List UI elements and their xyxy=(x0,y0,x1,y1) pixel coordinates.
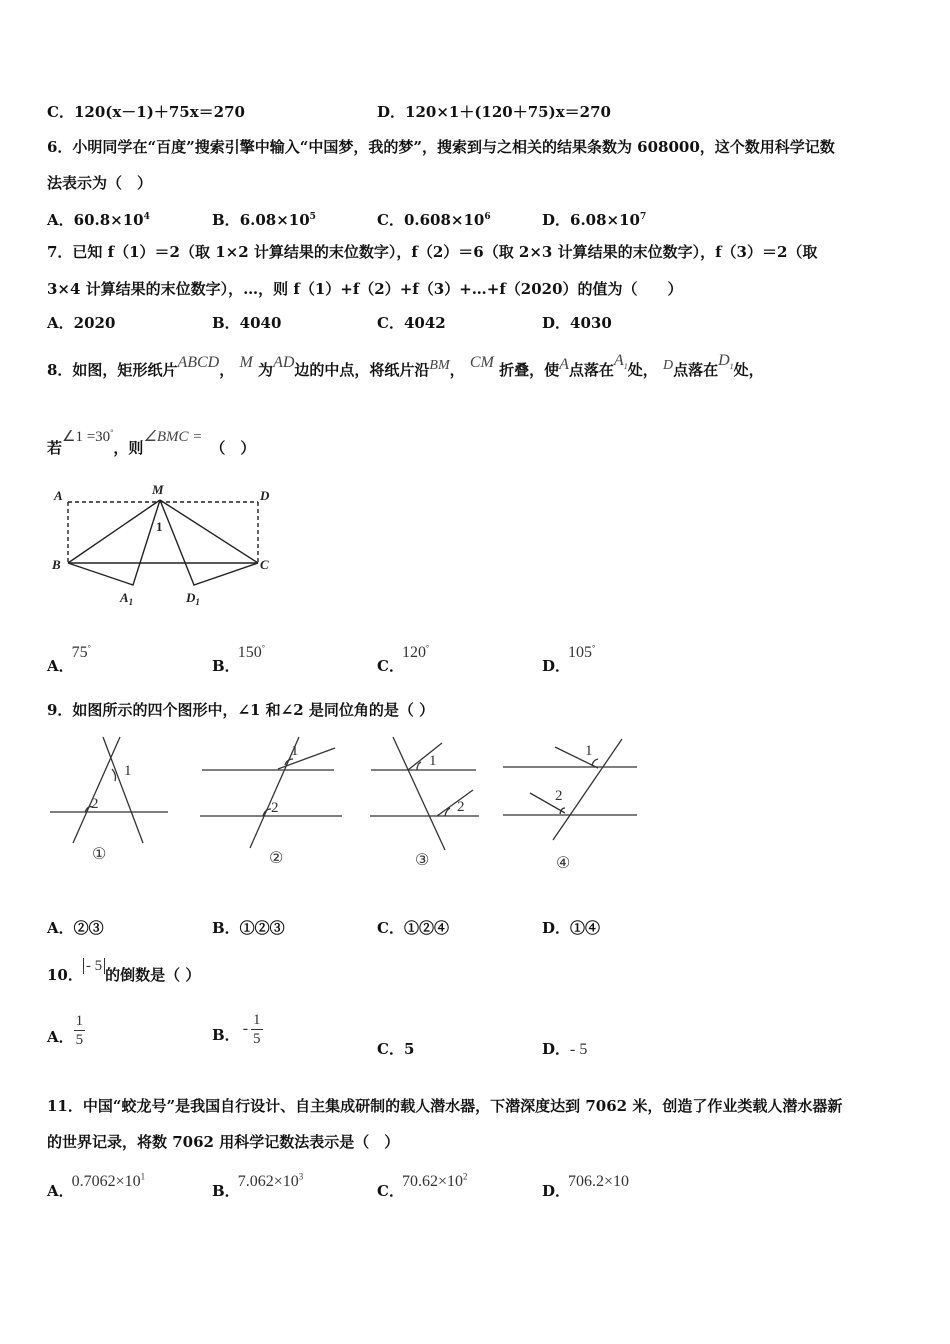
q6-option-a: A．$60.8\times 10^4$ xyxy=(47,211,150,229)
q11-stem-line2: 的世界记录，将数 7062 用科学记数法表示是（ ） xyxy=(47,1133,400,1151)
q8-figure xyxy=(48,480,288,610)
q10-option-d: D．- 5 xyxy=(542,1040,588,1058)
q7-option-c: C．4042 xyxy=(377,314,446,332)
q6-stem-line1: 6．小明同学在“百度”搜索引擎中输入“中国梦，我的梦”，搜索到与之相关的结果条数为 608000，这个数用科学记数 xyxy=(47,138,835,156)
q8-label-b: B xyxy=(52,557,61,572)
q8-stem-line2: 若∠1 =30°，则∠BMC =（ ） xyxy=(47,428,256,457)
q8-fold-cm xyxy=(160,500,258,563)
q8-label-d1: $D_1$ xyxy=(186,590,200,607)
q9-fig-label-3: ③ xyxy=(415,852,430,869)
svg-text:1: 1 xyxy=(585,743,593,759)
q10-option-a: A． $\frac{1}{5}$ xyxy=(47,1013,84,1048)
q7-stem-line1: 7．已知 f（1）＝2（取 1×2 计算结果的末位数字），f（2）＝6（取 2×3 计算结果的末位数字），f（3）＝2（取 xyxy=(47,243,818,261)
q9-option-d: D．①④ xyxy=(542,919,601,937)
q8-option-a: A．75° xyxy=(47,643,91,675)
q10-option-b: B． - $\frac{1}{5}$ xyxy=(212,1012,261,1047)
q10-stem: 10． - 5 的倒数是（ ） xyxy=(47,958,201,984)
svg-text:2: 2 xyxy=(555,788,563,804)
q9-option-c: C．①②④ xyxy=(377,919,449,937)
svg-text:1: 1 xyxy=(429,753,437,769)
q9-fig-label-4: ④ xyxy=(556,855,571,872)
q9-option-b: B．①②③ xyxy=(212,919,285,937)
q8-option-d: D．105° xyxy=(542,643,596,675)
q6-option-c: C．$0.608\times 10^6$ xyxy=(377,211,491,229)
q11-stem-line1: 11．中国“蛟龙号”是我国自行设计、自主集成研制的载人潜水器，下潜深度达到 7062 米，创造了作业类载人潜水器新 xyxy=(47,1097,843,1115)
q8-label-a1: $A_1$ xyxy=(120,590,134,607)
q8-option-b: B．150° xyxy=(212,643,265,675)
q11-option-d: D．706.2×10 xyxy=(542,1173,630,1200)
q5-option-c: C．120(x－1)＋75x＝270 xyxy=(47,103,245,121)
q6-stem-line2: 法表示为（ ） xyxy=(47,174,153,192)
q11-option-c: C．$70.62\times 10^2$ xyxy=(377,1171,468,1200)
q7-option-a: A．2020 xyxy=(47,314,116,332)
q8-label-angle1: 1 xyxy=(156,519,163,534)
q8-stem-line1: 8．如图，矩形纸片ABCD， M 为AD边的中点，将纸片沿BM， CM 折叠，使A点落在$A_1$处， D点落在$D_1$处， xyxy=(47,352,764,379)
q10-option-c: C．5 xyxy=(377,1040,415,1058)
q11-option-b: B．$7.062\times 10^3$ xyxy=(212,1171,304,1200)
q8-label-d: D xyxy=(260,488,270,503)
q6-option-d: D．$6.08\times 10^7$ xyxy=(542,211,647,229)
q8-label-m: M xyxy=(152,482,164,497)
q8-option-c: C．120° xyxy=(377,643,430,675)
q6-option-b: B．$6.08\times 10^5$ xyxy=(212,211,316,229)
q9-stem: 9．如图所示的四个图形中，∠1 和∠2 是同位角的是（ ） xyxy=(47,701,435,719)
q8-folded-a1 xyxy=(68,500,160,585)
svg-text:2: 2 xyxy=(91,796,99,812)
q9-figures xyxy=(45,735,645,875)
q9-fig-label-2: ② xyxy=(269,850,284,867)
q9-fig-label-1: ① xyxy=(92,846,107,863)
q7-option-d: D．4030 xyxy=(542,314,612,332)
q7-stem-line2: 3×4 计算结果的末位数字），…，则 f（1）+f（2）+f（3）+…+f（2020）的值为（ ） xyxy=(47,280,683,298)
svg-text:2: 2 xyxy=(271,800,279,816)
q8-label-a: A xyxy=(54,488,63,503)
svg-text:1: 1 xyxy=(291,743,299,759)
svg-text:1: 1 xyxy=(124,763,132,779)
q11-option-a: A．$0.7062\times 10^1$ xyxy=(47,1171,146,1200)
q8-fold-bm xyxy=(68,500,160,563)
q9-option-a: A．②③ xyxy=(47,919,104,937)
q8-folded-d1 xyxy=(160,500,258,585)
q7-option-b: B．4040 xyxy=(212,314,282,332)
svg-text:2: 2 xyxy=(457,799,465,815)
q5-option-d: D．120×1＋(120＋75)x＝270 xyxy=(377,103,611,121)
q8-label-c: C xyxy=(260,557,269,572)
